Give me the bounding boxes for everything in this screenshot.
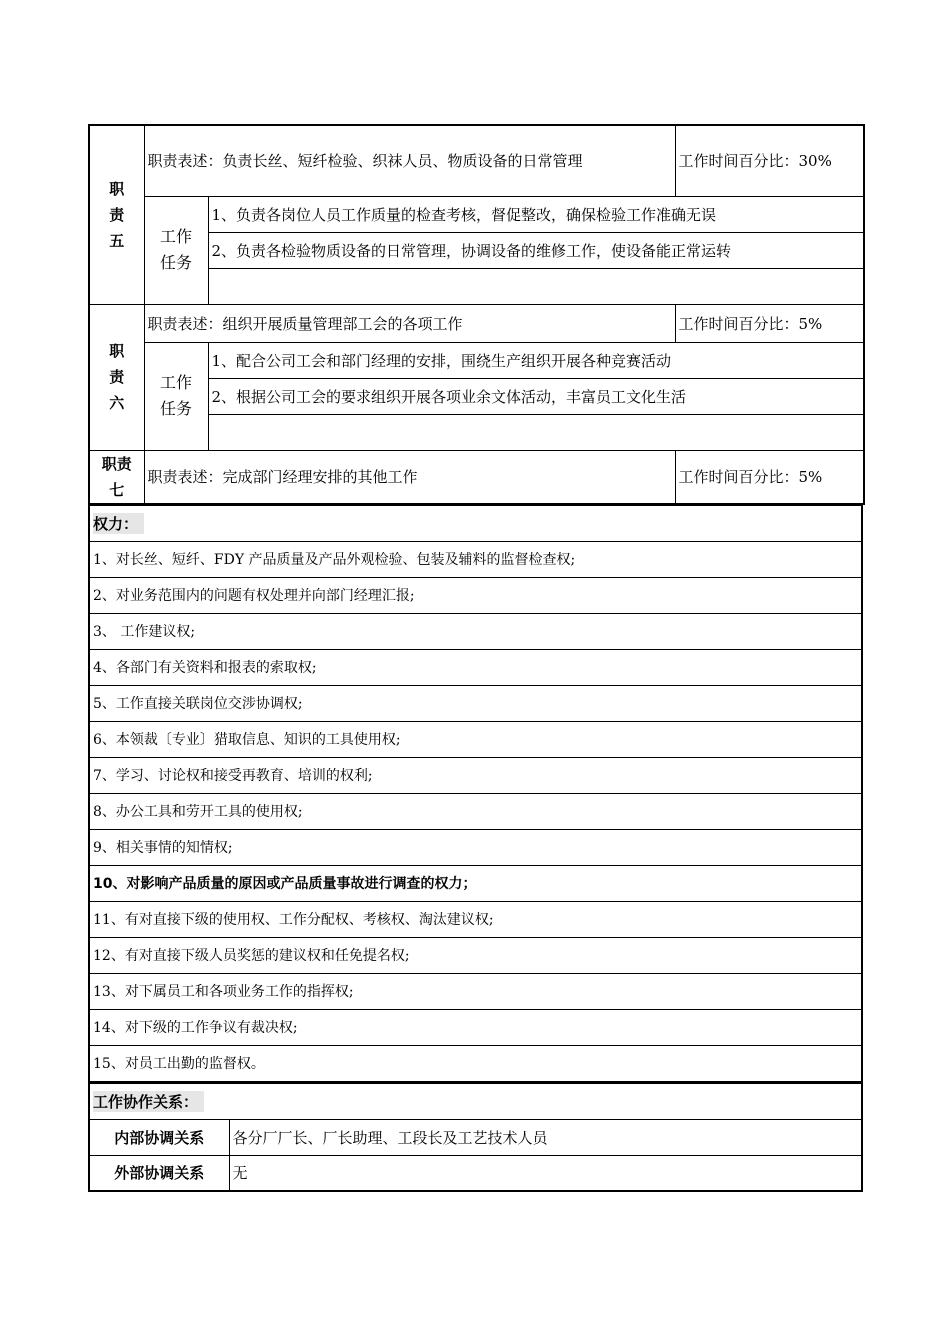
duty6-task-2: 2、根据公司工会的要求组织开展各项业余文体活动，丰富员工文化生活 <box>208 378 864 414</box>
power-item-14: 14、对下级的工作争议有裁决权; <box>89 1009 862 1045</box>
power-item-8: 8、办公工具和劳开工具的使用权; <box>89 793 862 829</box>
power-item-12: 12、有对直接下级人员奖惩的建议权和任免提名权; <box>89 937 862 973</box>
power-item-15: 15、对员工出勤的监督权。 <box>89 1045 862 1082</box>
duty6-percent: 工作时间百分比：5% <box>675 304 864 342</box>
external-relations-value: 无 <box>229 1155 862 1191</box>
duties-table <box>88 124 865 505</box>
duty7-description: 职责表述：完成部门经理安排的其他工作 <box>144 450 675 504</box>
relations-table <box>88 1083 863 1193</box>
powers-table <box>88 505 863 1083</box>
power-item-10: 10、对影响产品质量的原因或产品质量事故进行调查的权力； <box>89 865 862 901</box>
external-relations-label: 外部协调关系 <box>89 1155 229 1191</box>
duty5-task-2: 2、负责各检验物质设备的日常管理，协调设备的维修工作，使设备能正常运转 <box>208 232 864 268</box>
power-item-2: 2、对业务范围内的问题有权处理并向部门经理汇报; <box>89 577 862 613</box>
power-item-4: 4、各部门有关资料和报表的索取权; <box>89 649 862 685</box>
duty6-description: 职责表述：组织开展质量管理部工会的各项工作 <box>144 304 675 342</box>
powers-title: 权力： <box>93 513 144 534</box>
duty5-label: 职 责 五 <box>89 125 144 304</box>
duty5-row <box>89 125 864 196</box>
duty6-task-3 <box>208 414 864 450</box>
internal-relations-value: 各分厂厂长、厂长助理、工段长及工艺技术人员 <box>229 1119 862 1155</box>
duty7-percent: 工作时间百分比：5% <box>675 450 864 504</box>
relations-title: 工作协作关系： <box>93 1091 204 1112</box>
duty7-row <box>89 450 864 504</box>
duty5-percent: 工作时间百分比：30% <box>675 125 864 196</box>
duty6-tasks-label: 工作 任务 <box>144 342 208 450</box>
duty6-label: 职 责 六 <box>89 304 144 450</box>
power-item-6: 6、本领裁〔专业〕猎取信息、知识的工具使用权; <box>89 721 862 757</box>
power-item-11: 11、有对直接下级的使用权、工作分配权、考核权、淘汰建议权; <box>89 901 862 937</box>
power-item-7: 7、学习、讨论权和接受再教育、培训的权利; <box>89 757 862 793</box>
duty6-task-1: 1、配合公司工会和部门经理的安排，围绕生产组织开展各种竞赛活动 <box>208 342 864 378</box>
power-item-5: 5、工作直接关联岗位交涉协调权; <box>89 685 862 721</box>
duty5-tasks-label: 工作 任务 <box>144 196 208 304</box>
duty5-task-3 <box>208 268 864 304</box>
powers-header <box>89 505 862 541</box>
duty6-row <box>89 304 864 342</box>
duty5-description: 职责表述：负责长丝、短纤检验、织袜人员、物质设备的日常管理 <box>144 125 675 196</box>
power-item-3: 3、 工作建议权; <box>89 613 862 649</box>
power-item-1: 1、对长丝、短纤、FDY 产品质量及产品外观检验、包装及辅料的监督检查权; <box>89 541 862 577</box>
internal-relations-label: 内部协调关系 <box>89 1119 229 1155</box>
job-description-page <box>88 124 863 1192</box>
power-item-9: 9、相关事情的知情权; <box>89 829 862 865</box>
duty5-task-1: 1、负责各岗位人员工作质量的检查考核，督促整改，确保检验工作准确无误 <box>208 196 864 232</box>
relations-header <box>89 1083 862 1119</box>
power-item-13: 13、对下属员工和各项业务工作的指挥权; <box>89 973 862 1009</box>
duty7-label: 职责 七 <box>89 450 144 504</box>
